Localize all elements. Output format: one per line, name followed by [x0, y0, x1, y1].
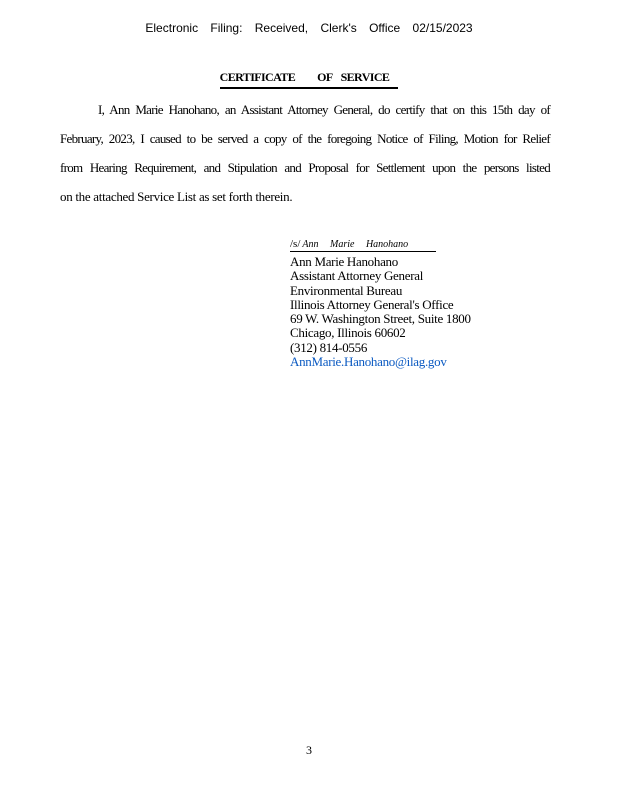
bureau-name: Environmental Bureau [290, 282, 403, 298]
paragraph-line: on the attached Service List as set forth therein. [60, 189, 293, 204]
attorney-title: Assistant Attorney General [290, 268, 424, 284]
signature-line [290, 238, 436, 252]
s-slash-prefix: /s/ [290, 238, 301, 250]
title-word: OF [317, 70, 333, 84]
certification-paragraph [60, 95, 550, 211]
title-underline [220, 70, 399, 89]
title-word: SERVICE [340, 70, 390, 84]
email-link[interactable]: AnnMarie.Hanohano@ilag.gov [290, 354, 447, 370]
signed-name-script: Ann Marie Hanohano [302, 239, 409, 250]
office-name: Illinois Attorney General's Office [290, 296, 454, 312]
attorney-name: Ann Marie Hanohano [290, 254, 398, 269]
paragraph-line: I, Ann Marie Hanohano, an Assistant Attorney General, do certify that on this 15th day of [98, 102, 550, 117]
efiling-stamp: Electronic Filing: Received, Clerk's Office 02/15/2023 [145, 21, 473, 35]
city-state-zip: Chicago, Illinois 60602 [290, 325, 406, 341]
paragraph-line: from Hearing Requirement, and Stipulation and Proposal for Settlement upon the persons listed [60, 160, 550, 175]
title-word: CERTIFICATE [219, 70, 296, 84]
page-number: 3 [306, 743, 312, 757]
paragraph-line: February, 2023, I caused to be served a copy of the foregoing Notice of Filing, Motion for Relief [60, 131, 550, 146]
certificate-of-service-title [0, 70, 618, 89]
signature-block [290, 238, 471, 369]
phone-number: (312) 814-0556 [290, 339, 368, 355]
street-address: 69 W. Washington Street, Suite 1800 [290, 311, 471, 327]
